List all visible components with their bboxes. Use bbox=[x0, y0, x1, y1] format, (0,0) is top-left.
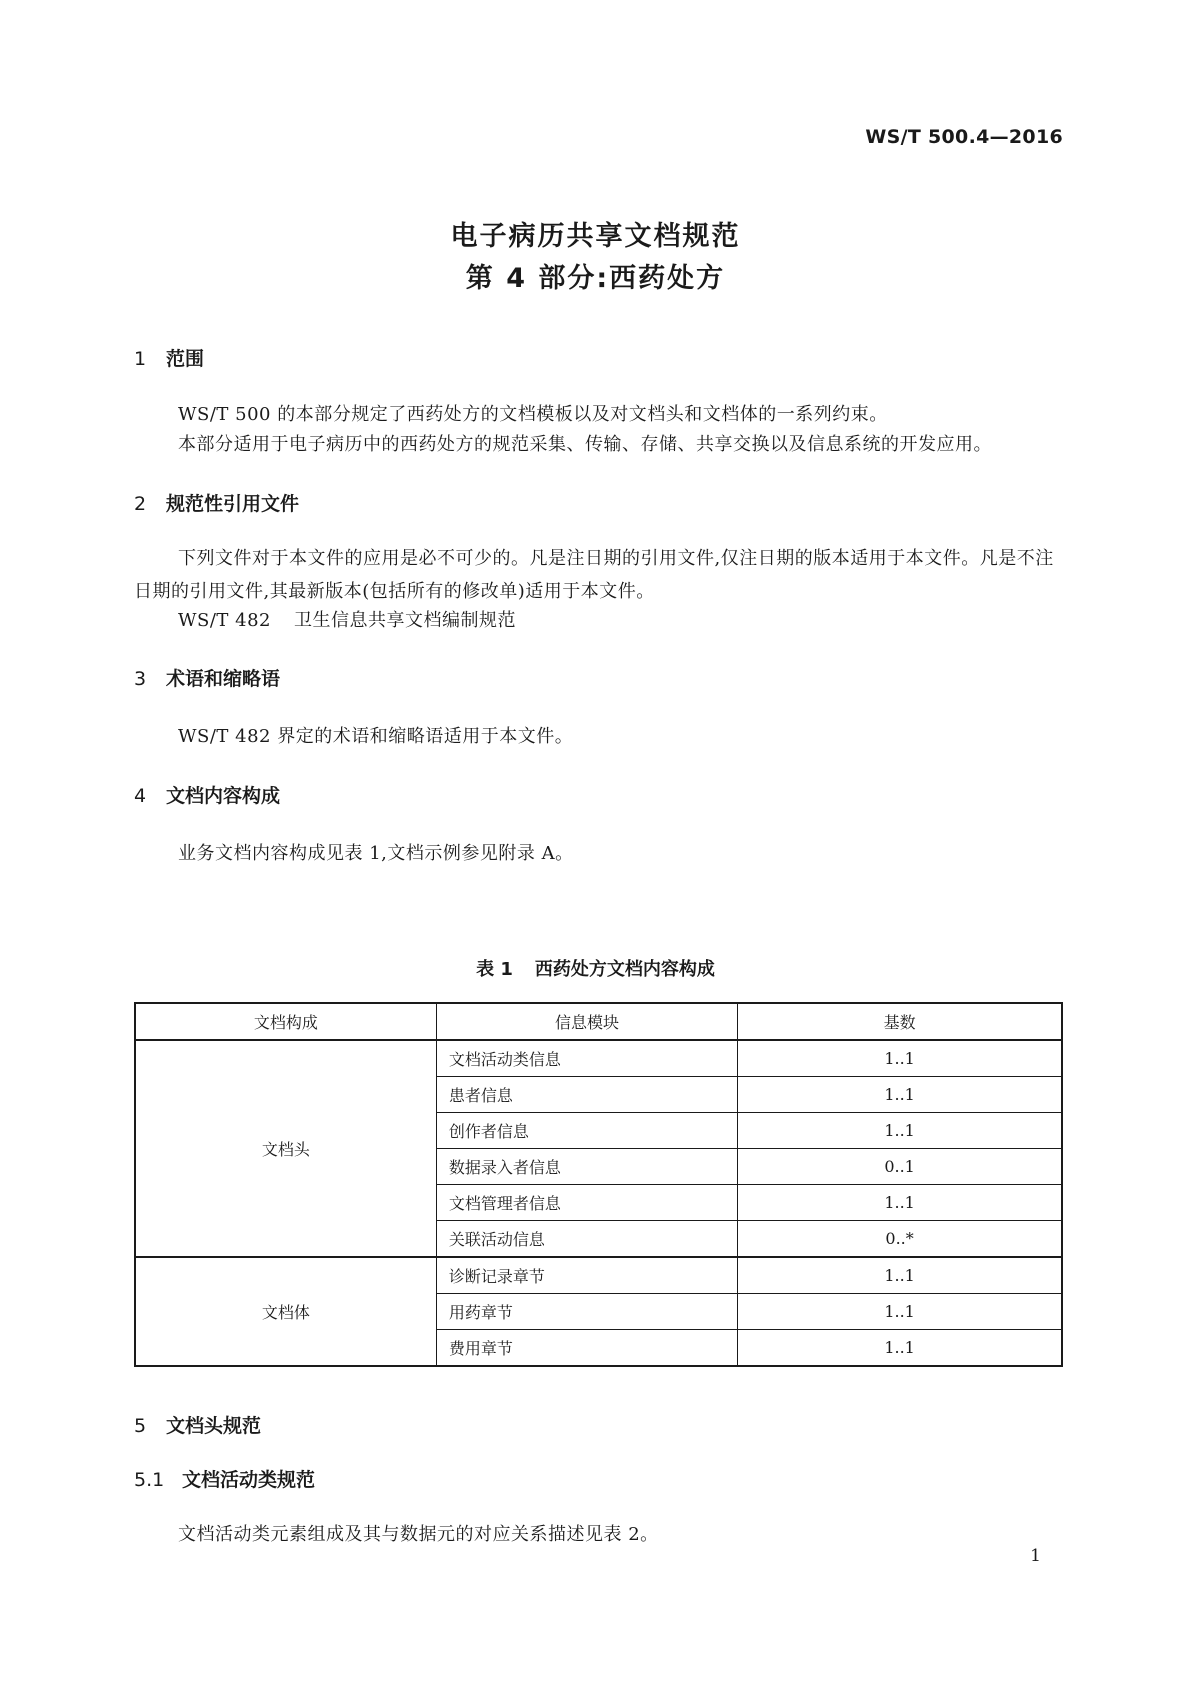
reference-title: 卫生信息共享文档编制规范 bbox=[294, 610, 516, 631]
section-heading-content bbox=[134, 781, 280, 808]
module-cell: 文档活动类信息 bbox=[436, 1040, 737, 1077]
table-row bbox=[135, 1040, 1062, 1077]
cardinality-cell: 1..1 bbox=[738, 1294, 1062, 1330]
module-cell: 数据录入者信息 bbox=[436, 1149, 737, 1185]
section-heading-terms bbox=[134, 664, 280, 691]
section-number: 5.1 bbox=[134, 1469, 165, 1491]
module-cell: 患者信息 bbox=[436, 1077, 737, 1113]
subsection-heading-activity-class bbox=[134, 1465, 315, 1492]
cardinality-cell: 0..1 bbox=[738, 1149, 1062, 1185]
terms-paragraph: WS/T 482 界定的术语和缩略语适用于本文件。 bbox=[178, 726, 574, 747]
section-number: 5 bbox=[134, 1415, 147, 1437]
section-heading-scope bbox=[134, 344, 204, 371]
cardinality-cell: 1..1 bbox=[738, 1040, 1062, 1077]
section-title: 术语和缩略语 bbox=[166, 668, 281, 690]
cardinality-cell: 1..1 bbox=[738, 1257, 1062, 1294]
group-cell: 文档体 bbox=[135, 1257, 436, 1366]
document-title: 电子病历共享文档规范 bbox=[450, 221, 741, 252]
activity-class-paragraph: 文档活动类元素组成及其与数据元的对应关系描述见表 2。 bbox=[178, 1524, 659, 1545]
cardinality-cell: 1..1 bbox=[738, 1185, 1062, 1221]
section-title: 文档头规范 bbox=[166, 1415, 262, 1437]
cardinality-cell: 1..1 bbox=[738, 1077, 1062, 1113]
section-title: 规范性引用文件 bbox=[166, 493, 300, 515]
content-paragraph: 业务文档内容构成见表 1,文档示例参见附录 A。 bbox=[178, 843, 574, 864]
section-heading-normative-references bbox=[134, 489, 299, 516]
section-title: 范围 bbox=[166, 348, 205, 370]
table-title: 西药处方文档内容构成 bbox=[534, 959, 715, 980]
table-number: 表 1 bbox=[476, 959, 513, 980]
section-title: 文档活动类规范 bbox=[182, 1469, 316, 1491]
column-header: 基数 bbox=[738, 1003, 1062, 1040]
content-table bbox=[134, 1002, 1063, 1367]
module-cell: 创作者信息 bbox=[436, 1113, 737, 1149]
section-number: 3 bbox=[134, 668, 147, 690]
cardinality-cell: 1..1 bbox=[738, 1113, 1062, 1149]
document-subtitle: 第 4 部分:西药处方 bbox=[465, 263, 726, 294]
module-cell: 诊断记录章节 bbox=[436, 1257, 737, 1294]
group-cell: 文档头 bbox=[135, 1040, 436, 1257]
reference-code: WS/T 482 bbox=[178, 610, 271, 631]
cardinality-cell: 1..1 bbox=[738, 1330, 1062, 1367]
table-row bbox=[135, 1257, 1062, 1294]
table-header-row bbox=[135, 1003, 1062, 1040]
section-number: 1 bbox=[134, 348, 147, 370]
section-heading-document-header bbox=[134, 1411, 261, 1438]
module-cell: 费用章节 bbox=[436, 1330, 737, 1367]
section-number: 2 bbox=[134, 493, 147, 515]
column-header: 文档构成 bbox=[135, 1003, 436, 1040]
section-number: 4 bbox=[134, 785, 147, 807]
module-cell: 文档管理者信息 bbox=[436, 1185, 737, 1221]
page-number: 1 bbox=[1030, 1546, 1041, 1566]
column-header: 信息模块 bbox=[436, 1003, 737, 1040]
references-paragraph: 下列文件对于本文件的应用是必不可少的。凡是注日期的引用文件,仅注日期的版本适用于本文件。凡是不注日期的引用文件,其最新版本(包括所有的修改单)适用于本文件。 bbox=[134, 548, 1054, 602]
module-cell: 关联活动信息 bbox=[436, 1221, 737, 1258]
scope-paragraph-2: 本部分适用于电子病历中的西药处方的规范采集、传输、存储、共享交换以及信息系统的开发应用。 bbox=[178, 434, 992, 455]
reference-entry bbox=[178, 606, 516, 632]
scope-paragraph-1: WS/T 500 的本部分规定了西药处方的文档模板以及对文档头和文档体的一系列约束。 bbox=[178, 404, 888, 425]
module-cell: 用药章节 bbox=[436, 1294, 737, 1330]
table-caption bbox=[0, 955, 1191, 981]
section-title: 文档内容构成 bbox=[166, 785, 281, 807]
cardinality-cell: 0..* bbox=[738, 1221, 1062, 1258]
standard-code: WS/T 500.4—2016 bbox=[865, 126, 1063, 148]
